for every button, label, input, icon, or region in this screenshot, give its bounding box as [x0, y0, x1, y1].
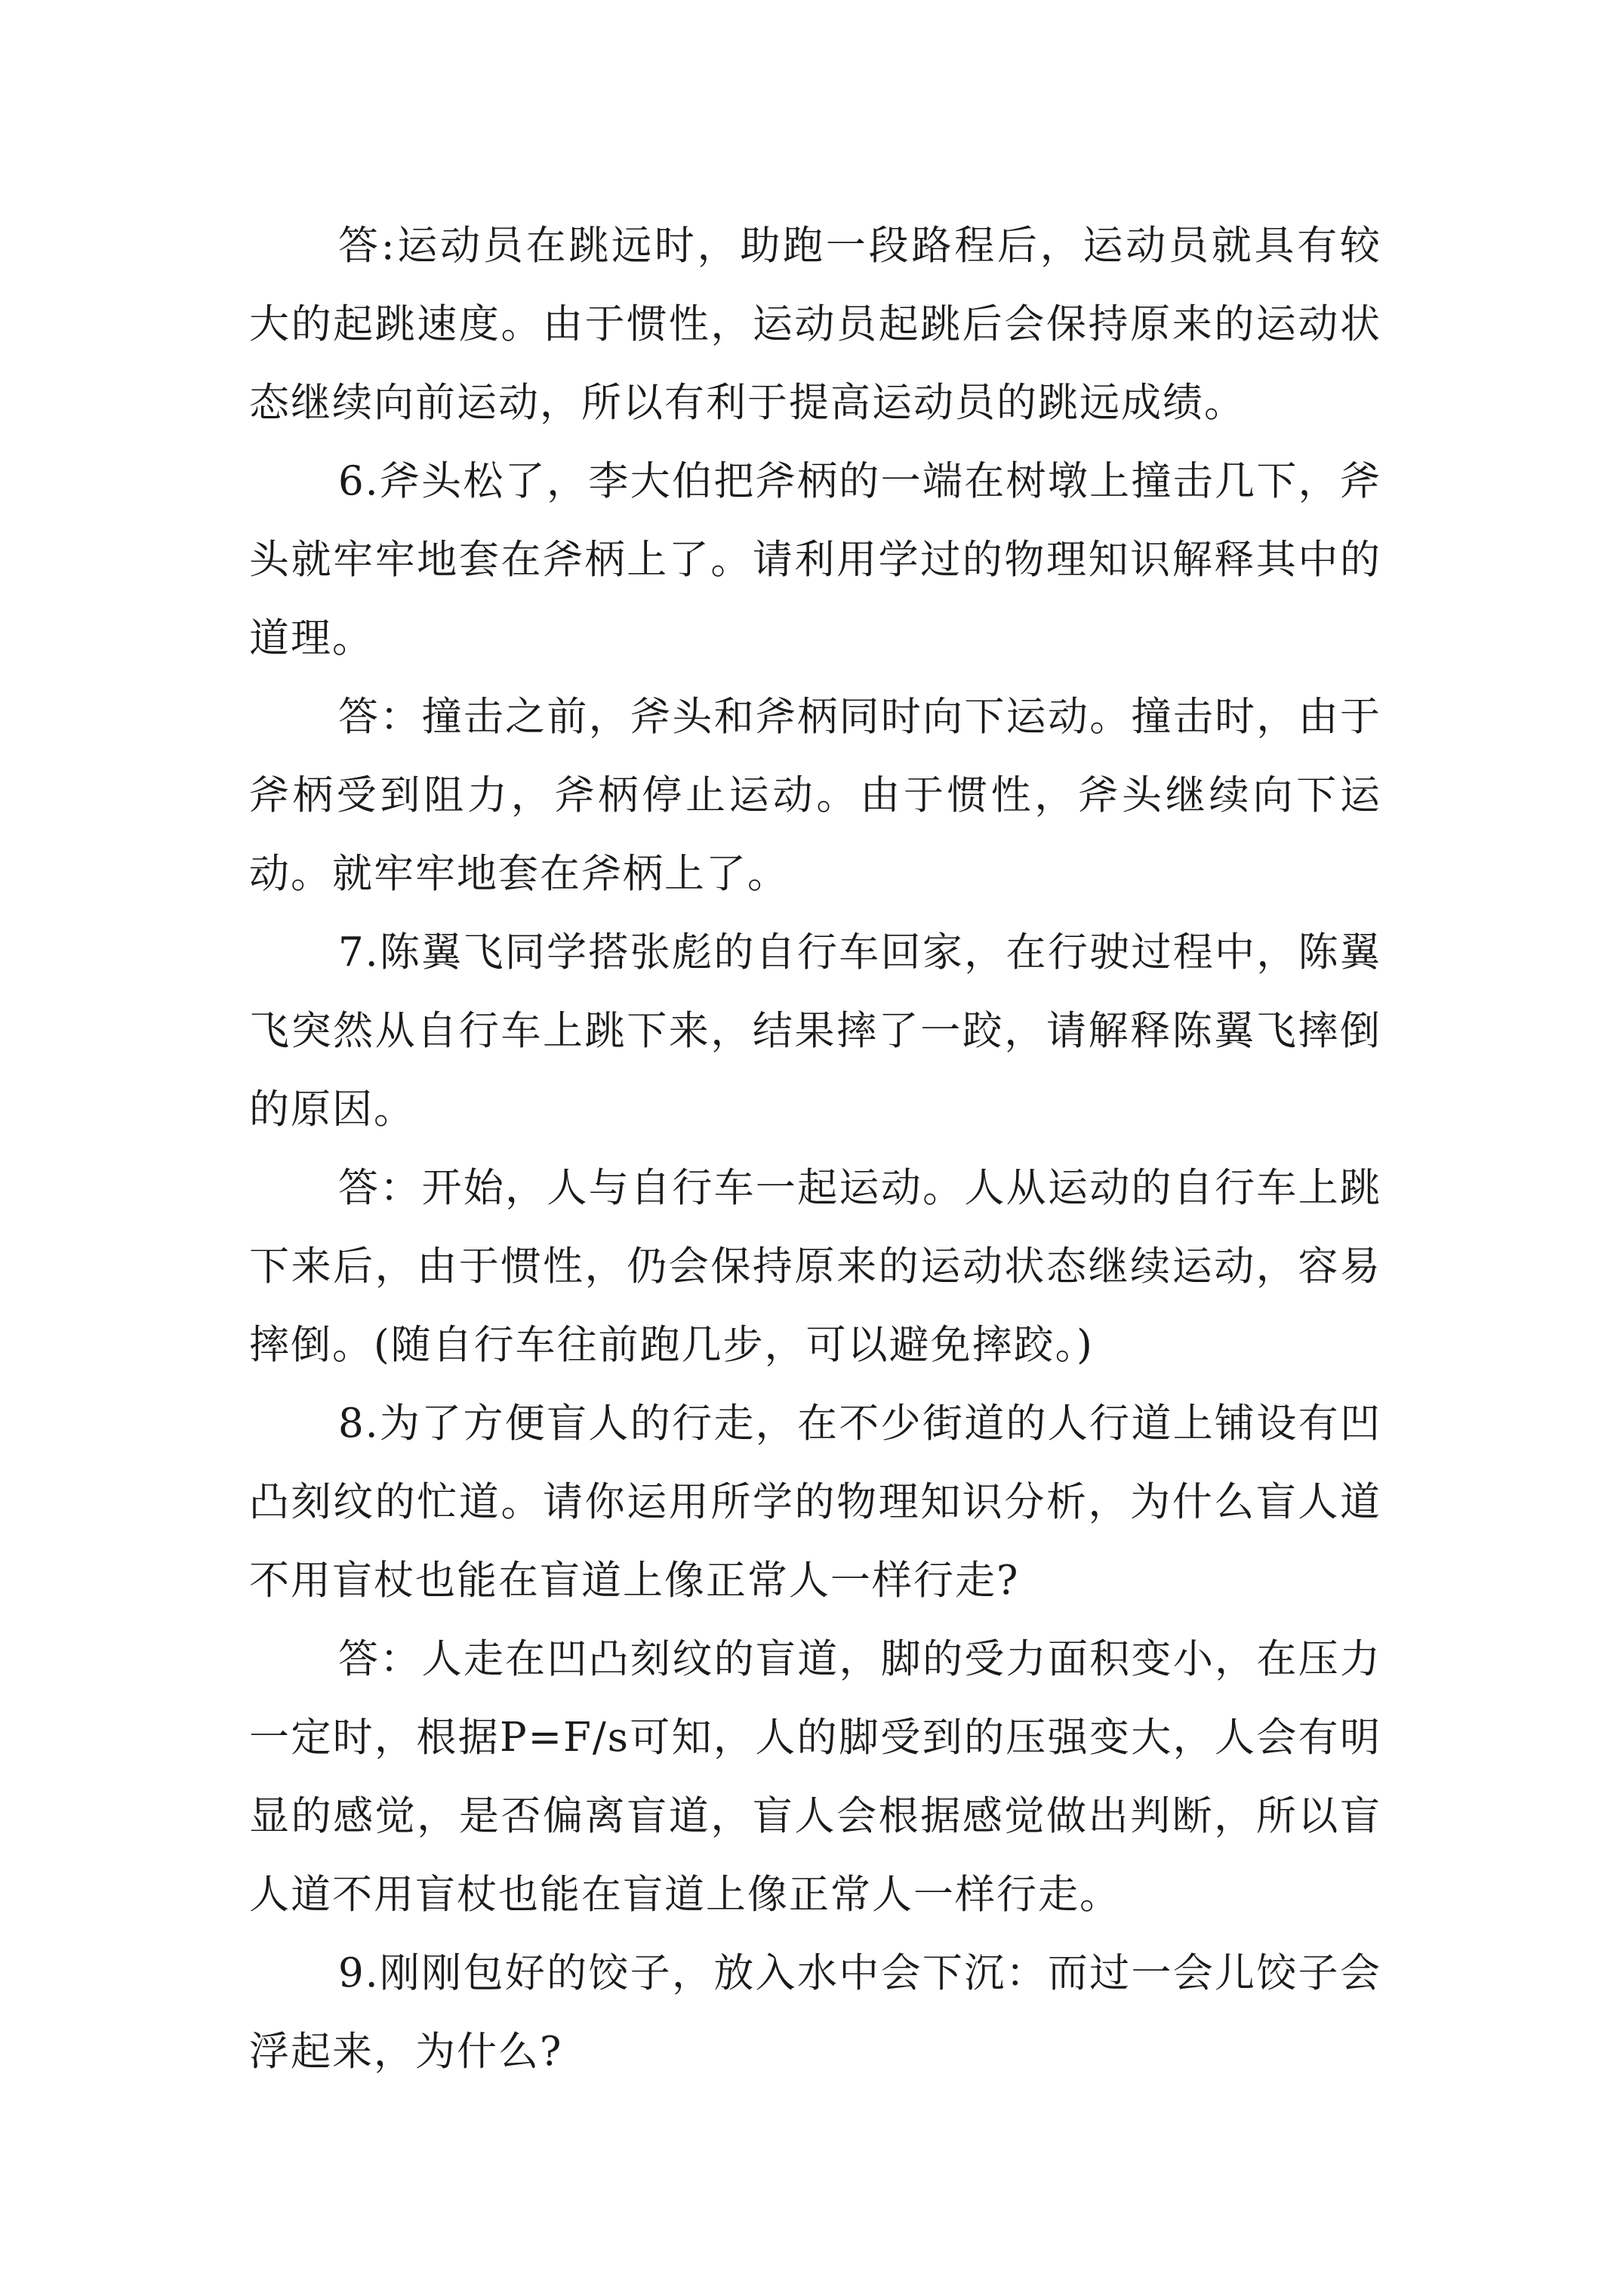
document-body [249, 207, 1381, 2091]
question-9-paragraph: 9.刚刚包好的饺子，放入水中会下沉：而过一会儿饺子会浮起来，为什么? [249, 1950, 1381, 2075]
answer-6-paragraph: 答：撞击之前，斧头和斧柄同时向下运动。撞击时，由于斧柄受到阻力，斧柄停止运动。由于惯性，斧头继续向下运动。就牢牢地套在斧柄上了。 [249, 694, 1381, 897]
question-8-paragraph: 8.为了方便盲人的行走，在不少街道的人行道上铺设有凹凸刻纹的忙道。请你运用所学的物理知识分析，为什么盲人道不用盲杖也能在盲道上像正常人一样行走? [249, 1401, 1381, 1604]
answer-8-paragraph: 答：人走在凹凸刻纹的盲道，脚的受力面积变小，在压力一定时，根据P=F/s可知，人的脚受到的压强变大，人会有明显的感觉，是否偏离盲道，盲人会根据感觉做出判断，所以盲人道不用盲杖也能在盲道上像正常人一样行走。 [249, 1636, 1381, 1918]
question-6-paragraph: 6.斧头松了，李大伯把斧柄的一端在树墩上撞击几下，斧头就牢牢地套在斧柄上了。请利用学过的物理知识解释其中的道理。 [249, 458, 1381, 661]
answer-paragraph: 答:运动员在跳远时，助跑一段路程后，运动员就具有较大的起跳速度。由于惯性，运动员起跳后会保持原来的运动状态继续向前运动，所以有利于提高运动员的跳远成绩。 [249, 223, 1381, 426]
question-7-paragraph: 7.陈翼飞同学搭张彪的自行车回家，在行驶过程中，陈翼飞突然从自行车上跳下来，结果摔了一跤，请解释陈翼飞摔倒的原因。 [249, 929, 1381, 1133]
answer-7-paragraph: 答：开始，人与自行车一起运动。人从运动的自行车上跳下来后，由于惯性，仍会保持原来的运动状态继续运动，容易摔倒。(随自行车往前跑几步，可以避免摔跤。) [249, 1165, 1381, 1368]
